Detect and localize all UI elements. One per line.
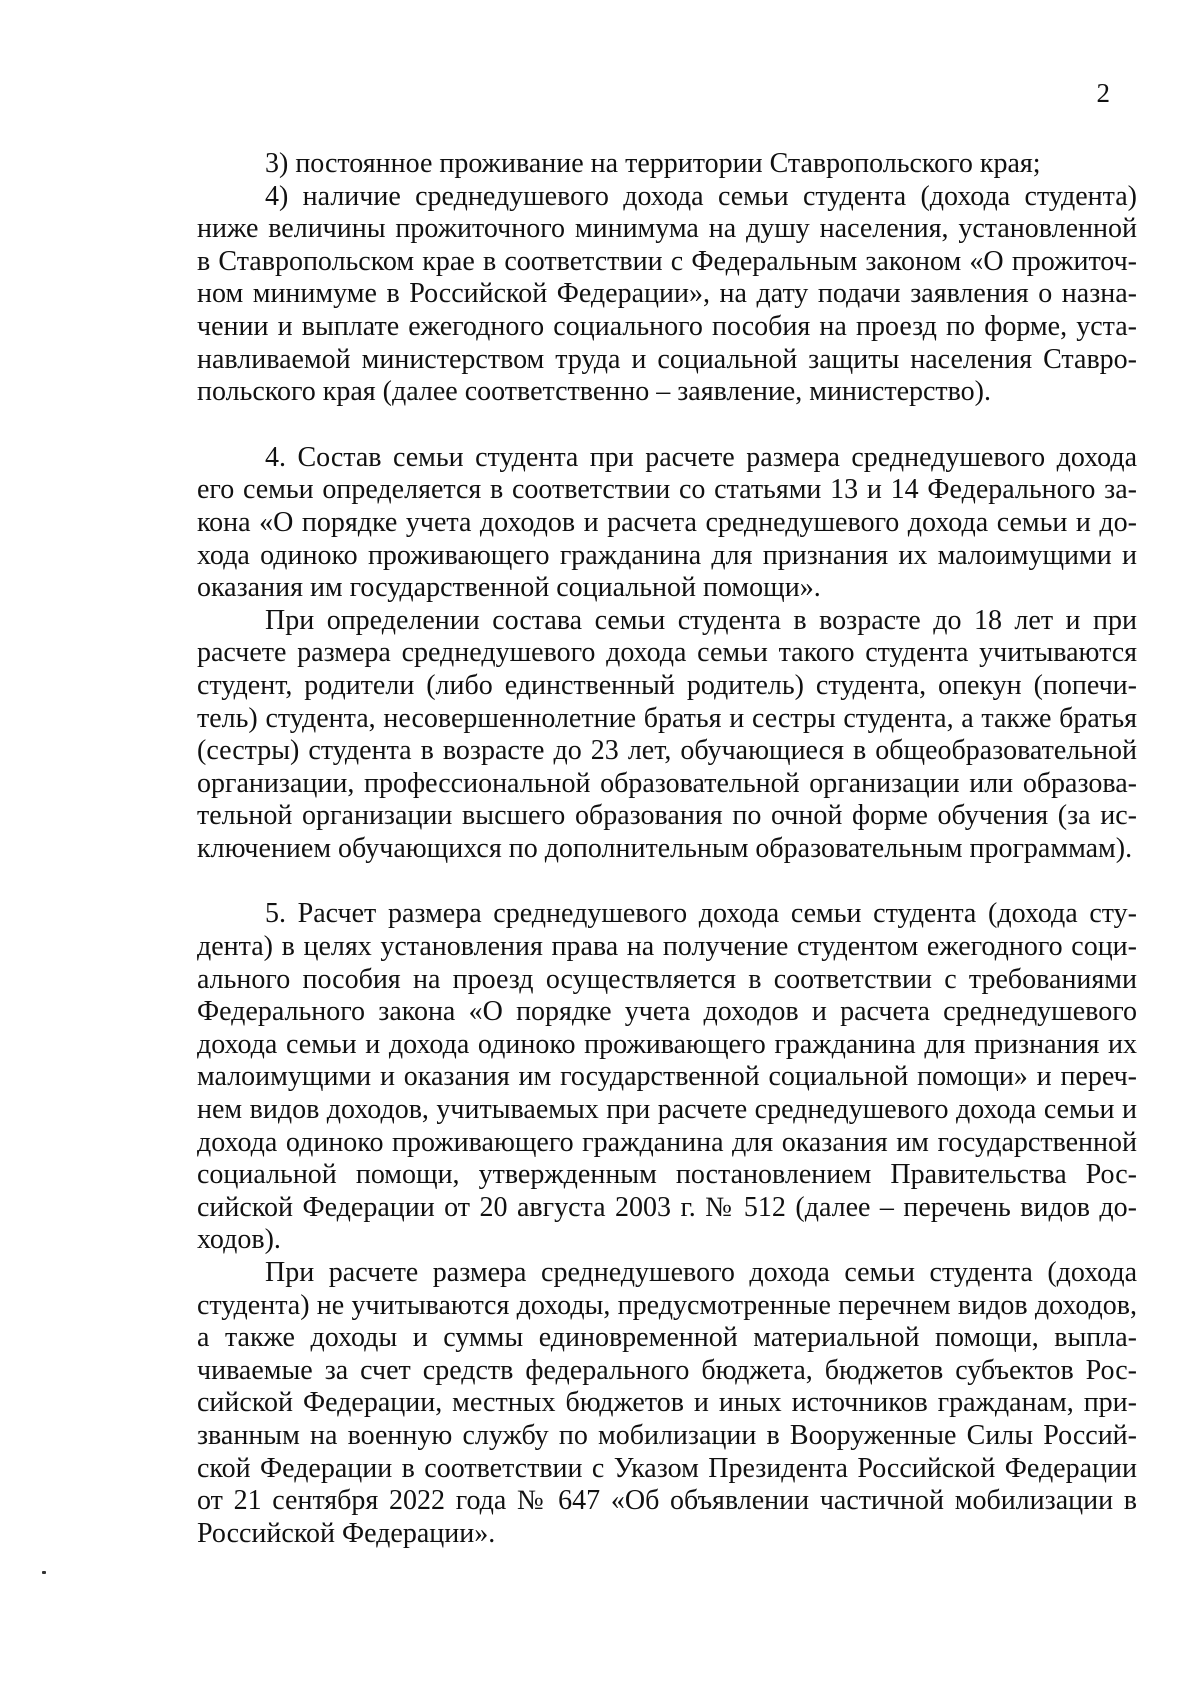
scan-artifact-dot (42, 1571, 46, 1574)
page-number: 2 (1096, 78, 1110, 108)
document-body (197, 148, 1137, 1550)
paragraph-section-4: 4. Состав семьи студента при расчете размера среднедушевого дохода его семьи определяется в соответствии со статьями 13 и 14 Федерального закона «О порядке учета доходов и расчета среднедушевого дохода семьи и дохода одиноко проживающего гражданина для признания их малоимущими и оказания им государственной социальной помощи». (197, 441, 1137, 604)
paragraph-section-5: 5. Расчет размера среднедушевого дохода семьи студента (дохода студента) в целях установления права на получение студентом ежегодного социального пособия на проезд осуществляется в соответствии с требованиями Федерального закона «О порядке учета доходов и расчета среднедушевого дохода семьи и дохода одиноко проживающего гражданина для признания их малоимущими и оказания им государственной социальной помощи» и перечнем видов доходов, учитываемых при расчете среднедушевого дохода семьи и дохода одиноко проживающего гражданина для оказания им государственной социальной помощи, утвержденным постановлением Правительства Российской Федерации от 20 августа 2003 г. № 512 (далее – перечень видов доходов). (197, 898, 1137, 1256)
paragraph-item-4: 4) наличие среднедушевого дохода семьи студента (дохода студента) ниже величины прожиточного минимума на душу населения, установленной в Ставропольском крае в соответствии с Федеральным законом «О прожиточном минимуме в Российской Федерации», на дату подачи заявления о назначении и выплате ежегодного социального пособия на проезд по форме, устанавливаемой министерством труда и социальной защиты населения Ставропольского края (далее соответственно – заявление, министерство). (197, 180, 1137, 408)
paragraph-income-exclusions: При расчете размера среднедушевого дохода семьи студента (дохода студента) не учитываются доходы, предусмотренные перечнем видов доходов, а также доходы и суммы единовременной материальной помощи, выплачиваемые за счет средств федерального бюджета, бюджетов субъектов Российской Федерации, местных бюджетов и иных источников гражданам, призванным на военную службу по мобилизации в Вооруженные Силы Российской Федерации в соответствии с Указом Президента Российской Федерации от 21 сентября 2022 года № 647 «Об объявлении частичной мобилизации в Российской Федерации». (197, 1257, 1137, 1549)
paragraph-item-3: 3) постоянное проживание на территории Ставропольского края; (265, 148, 1041, 179)
paragraph-family-composition: При определении состава семьи студента в возрасте до 18 лет и при расчете размера среднедушевого дохода семьи такого студента учитываются студент, родители (либо единственный родитель) студента, опекун (попечитель) студента, несовершеннолетние братья и сестры студента, а также братья (сестры) студента в возрасте до 23 лет, обучающиеся в общеобразовательной организации, профессиональной образовательной организации или образовательной организации высшего образования по очной форме обучения (за исключением обучающихся по дополнительным образовательным программам). (197, 604, 1137, 864)
